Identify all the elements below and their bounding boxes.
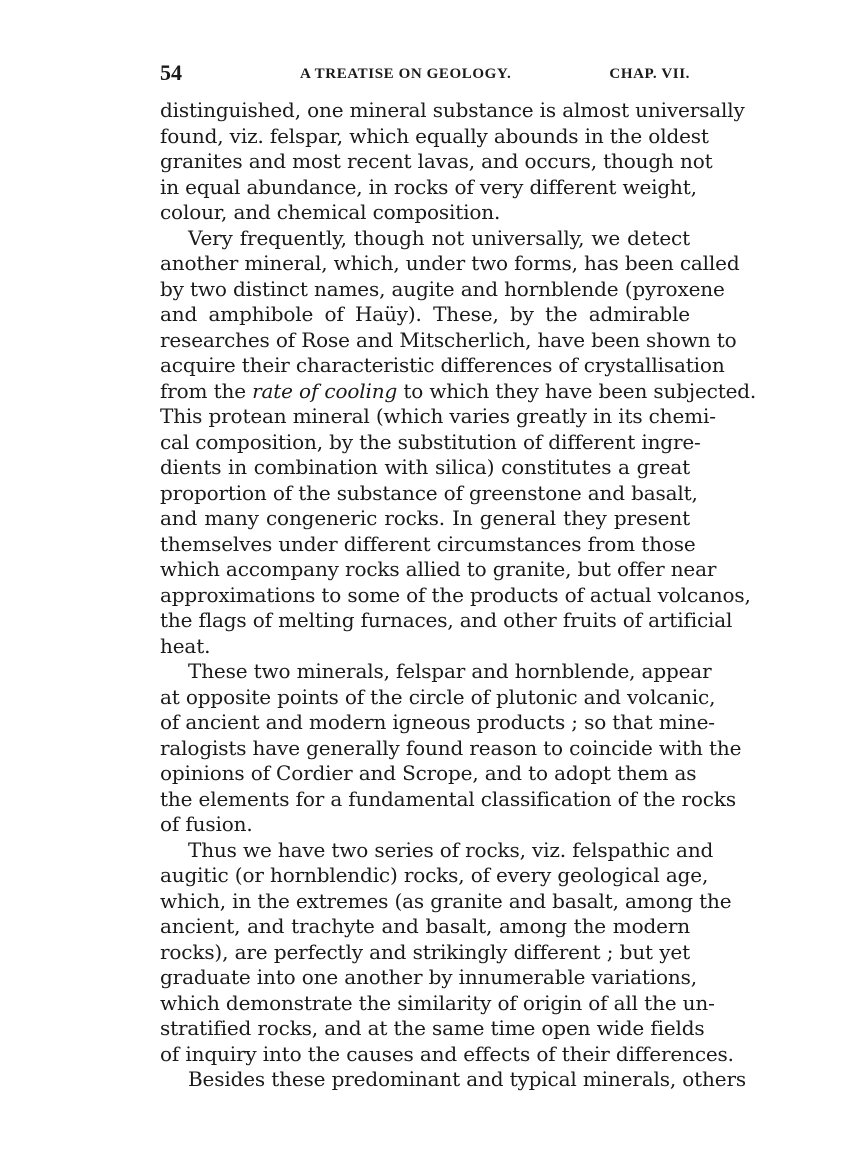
text-line: which accompany rocks allied to granite, but offer near [160,557,717,581]
text-line: This protean mineral (which varies greatly in its chemi- [160,404,716,428]
page-number: 54 [160,60,182,85]
book-page [160,60,757,1093]
running-head [160,60,690,90]
text-line: of inquiry into the causes and effects of their differences. [160,1041,734,1066]
text-line: of ancient and modern igneous products ; so that mine- [160,710,715,734]
text-line: These two minerals, felspar and hornblende, appear [188,659,712,683]
text-line: Thus we have two series of rocks, viz. felspathic and [188,837,714,862]
text-line: Besides these predominant and typical minerals, others [188,1067,746,1091]
text-line: opinions of Cordier and Scrope, and to adopt them as [160,761,697,785]
text-line: ralogists have generally found reason to coincide with the [160,735,742,760]
text-line: themselves under different circumstances from those [160,531,696,556]
body-text [160,98,757,1093]
text-line: another mineral, which, under two forms, has been called [160,251,740,275]
text-line: Very frequently, though not universally, we detect [188,225,690,250]
text-line: heat. [160,633,211,658]
text-line: the elements for a fundamental classification of the rocks [160,786,736,811]
text-line: found, viz. felspar, which equally abounds in the oldest [160,123,709,148]
text-line: in equal abundance, in rocks of very different weight, [160,174,697,199]
text-line: distinguished, one mineral substance is almost universally [160,98,745,122]
text-line: granites and most recent lavas, and occurs, though not [160,149,713,173]
text-line: which, in the extremes (as granite and basalt, among the [160,888,732,913]
text-line: cal composition, by the substitution of different ingre- [160,429,701,454]
text-line: approximations to some of the products of actual volcanos, [160,582,751,607]
text-line: augitic (or hornblendic) rocks, of every geological age, [160,863,709,887]
text-line: the flags of melting furnaces, and other fruits of artificial [160,608,733,632]
text-line: and many congeneric rocks. In general they present [160,506,690,530]
text-line: of fusion. [160,812,253,836]
paragraph [160,659,742,838]
running-title: A TREATISE ON GEOLOGY. [300,66,512,82]
text-line: stratified rocks, and at the same time open wide fields [160,1016,705,1040]
text-line: from the rate of cooling to which they have been subjected. [160,378,757,403]
text-line: dients in combination with silica) constitutes a great [160,455,690,479]
text-line: ancient, and trachyte and basalt, among the modern [160,914,690,938]
text-line: at opposite points of the circle of plutonic and volcanic, [160,684,716,709]
text-line: graduate into one another by innumerable variations, [160,965,697,989]
text-line: which demonstrate the similarity of origin of all the un- [160,990,715,1015]
paragraph [160,98,745,226]
text-line: and amphibole of Haüy). These, by the admirable [160,302,690,326]
paragraph [160,837,734,1068]
text-line: proportion of the substance of greenstone and basalt, [160,480,698,505]
text-line: acquire their characteristic differences of crystallisation [160,353,725,377]
text-line: researches of Rose and Mitscherlich, have been shown to [160,327,737,352]
paragraph [160,225,757,660]
text-line: colour, and chemical composition. [160,200,501,224]
paragraph [160,1067,746,1093]
italic-phrase: rate of cooling [252,378,398,403]
chapter-label: CHAP. VII. [609,66,690,82]
text-line: rocks), are perfectly and strikingly different ; but yet [160,939,690,964]
text-line: by two distinct names, augite and hornblende (pyroxene [160,276,725,301]
